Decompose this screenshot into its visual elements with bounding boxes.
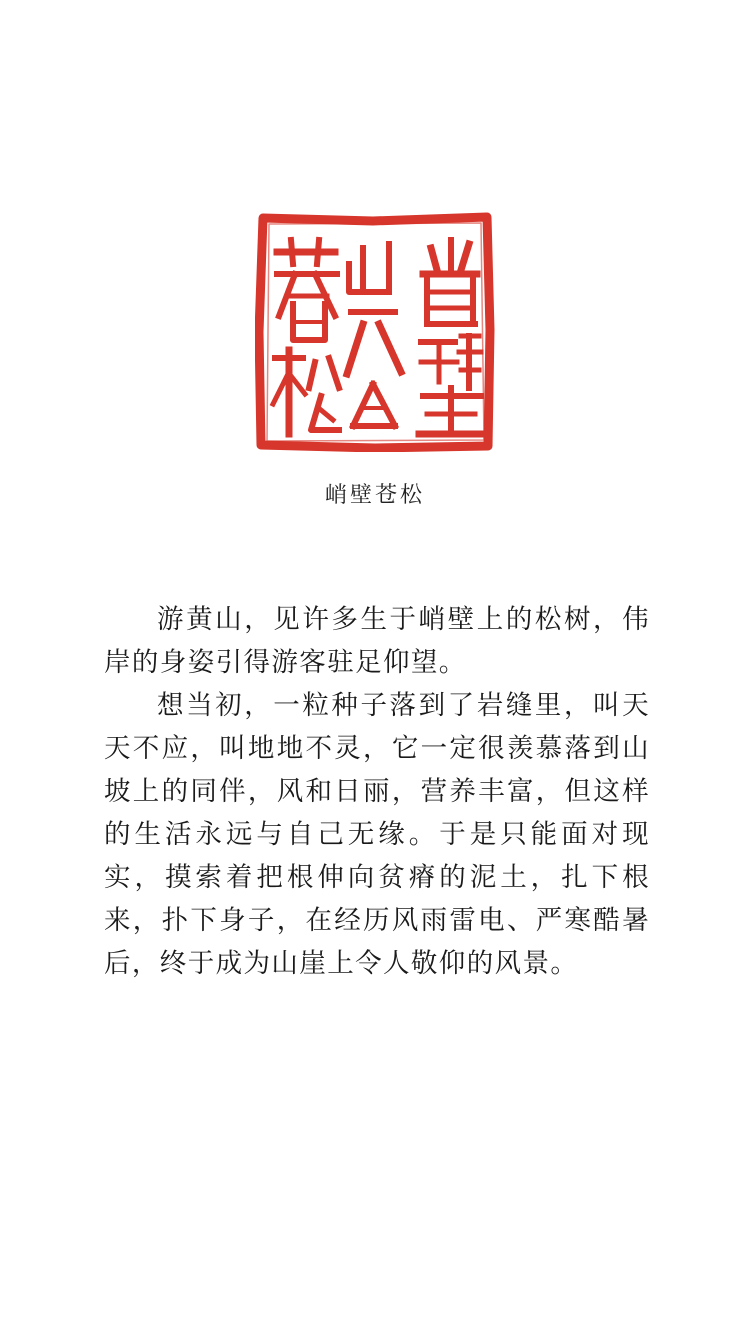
paragraph: 游黄山，见许多生于峭壁上的松树，伟岸的身姿引得游客驻足仰望。 (104, 604, 650, 678)
seal-stamp-image (255, 212, 495, 452)
paragraph: 想当初，一粒种子落到了岩缝里，叫天天不应，叫地地不灵，它一定很羡慕落到山坡上的同伴，风和日丽，营养丰富，但这样的生活永远与自己无缘。于是只能面对现实，摸索着把根伸向贫瘠的泥土，扎下根来，扑下身子，在经历风雨雷电、严寒酷暑后，终于成为山崖上令人敬仰的风景。 (104, 690, 650, 979)
seal-caption: 峭壁苍松 (324, 483, 425, 508)
article-body (104, 598, 650, 985)
